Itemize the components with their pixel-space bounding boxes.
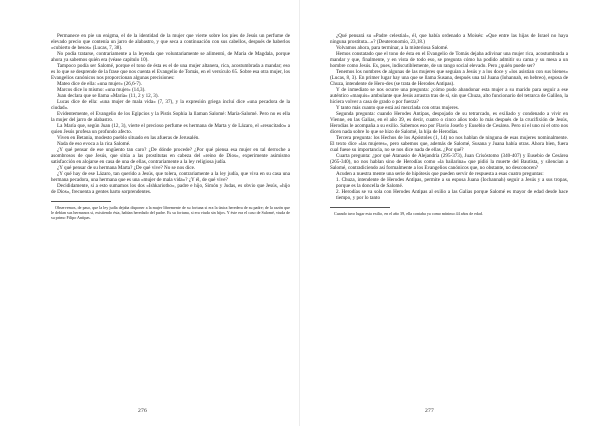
paragraph: Nada de eso evoca a la rica Salomé.	[57, 141, 131, 148]
paragraph: Tercera pregunta: los Hechos de los Apóstoles (1, 14) no nos hablan de ninguna de esas mujeres nominalmente. El texto dice «las mujeres», pero sabemos que, además de Salomé, Susana y Juana había otras. Ahora bien, fuera cual fuese su importancia, no se nos dice nada de ellas. ¿Por qué?	[330, 135, 568, 154]
paragraph: Evidentemente, el Evangelio de los Egipcios y la Pistis Sophia la llaman Salomé: María-Salomé. Pero no es ella la mujer del jarro de alabastro.	[51, 111, 290, 124]
paragraph: Permanece en pie un enigma, el de la identidad de la mujer que vierte sobre los pies de Jesús un perfume de elevado precio que contenía un jarro de alabastro, y que seca a continuación con sus cabellos, después de haberlos «cubierto de besos» (Lucas, 7, 38).	[51, 33, 290, 52]
paragraph: No podía tratarse, contrariamente a la leyenda que voluntariamente se alimentó, de María de Magdala, porque ahora ya sabemos quién era (véase capítulo 10).	[51, 51, 290, 64]
paragraph: Y tanto más cuanto que está así mezclada con otras mujeres.	[336, 105, 460, 112]
paragraph: Mateo dice de ella: «una mujer» (26,6-7).	[57, 81, 142, 88]
footnote: Cuando tuvo lugar esta exilio, en el año 39, ella contaba ya como mínimo 44 años de edad.	[334, 210, 483, 216]
list-item: 1. Chuza, intendente de Herodes Antipas, permite a su esposa Juana (Iochannah) seguir a Jesús y a sus tropas, porque es la doncella de Salomé.	[336, 177, 568, 190]
footnote: Observemos, de paso, que la ley judía dejaba disponer a la mujer libremente de su fortuna si era la única heredera de su padre; de la razón que le debían sus hermanos si, existiendo ésta, habían heredado del padre. Es su fortuna, si era viuda sin hijos. Y éste era el caso de Salomé, viuda de su primo Filipo Antipas.	[51, 204, 290, 221]
paragraph: ¿Qué pensará su «Padre celestial», él, que había ordenado a Moisés: «Que entre las hijas de Israel no haya ninguna prostituta...»? (Deuteronomio, 23,18.)	[330, 33, 568, 46]
paragraph: ¿Y qué hay de ese Lázaro, tan querido a Jesús, que tolera, contrariamente a la ley judía, que viva en su casa una hermana pecadora, una hermana que es una «mujer de mala vida»? ¿Y él, de qué vive?	[51, 171, 290, 184]
right-body-text	[330, 33, 568, 201]
paragraph: Lucas dice de ella: «una mujer de mala vida» (7, 37), y la expresión griega incluí dice «una pecadora de la ciudad».	[51, 99, 290, 112]
paragraph: Y de inmediato se nos ocurre una pregunta: ¿cómo pudo abandonar esta mujer a su marido para seguir a ese auténtico «maquis» ambulante que Jesús arrastra tras de sí, sin que Chuza, alto funcionario del tetrarca de Galilea, la hiciera volver a casa de grado o por fuerza?	[330, 87, 568, 106]
paragraph: Juan declara que se llama «María» (11, 2 y 12, 3).	[57, 93, 159, 100]
paragraph: Tampoco podía ser Salomé, porque el tono de ésta es el de una mujer altanera, rica, acostumbrada a mandar; eso es lo que se desprende de la frase que nos cuenta el Evangelio de Tomás, en el versículo 65. Sobre esa otra mujer, los Evangelios canónicos nos proporcionan algunas precisiones:	[51, 63, 290, 82]
paragraph: Tenemos los nombres de algunas de las mujeres que seguían a Jesús y a los doce y «los asistían con sus bienes» (Lucas, 8, 3). En primer lugar hay una que se llama Susana, después una tal Juana (Iohannah, en hebreo), esposa de Chuza, intendente de Hero-des (se trata de Herodes Antipas).	[330, 69, 568, 88]
footnote-rule	[51, 201, 111, 202]
paragraph: ¿Y qué pensar de ese ungüento tan caro? ¿De dónde procede? ¿Por qué piensa esa mujer en tal derroche a asombrosos de que Jesús, que sitúa a las prostitutas en cabeza del «reino de Dios», experimente asimismo satisfacción en alojarse en casa de una de ellas, contrariamente a la ley religiosa judía.	[51, 147, 290, 166]
page-number: 277	[425, 408, 434, 414]
paragraph: Hemos constatado que el tono de ésta en el Evangelio de Tomás dejaba adivinar una mujer rica, acostumbrada a mandar y que, finalmente, y en vista de todo eso, se pregunta cómo ha podido admitir su cama y su mesa a un hombre como Jesús. Es, pues, indiscutiblemente, de un rango social elevado. Pero ¿quién puede ser?	[330, 51, 568, 70]
paragraph: Viven en Betania, modesto pueblo situado en las afueras de Jerusalén.	[57, 135, 200, 142]
paragraph: Volvamos ahora, para terminar, a la misteriosa Salomé.	[336, 45, 449, 52]
paragraph: La María que, según Juan (12, 3), vierte el precioso perfume es hermana de Marta y de Lázaro, el «resucitado» a quien Jesús profesa un profundo afecto.	[51, 123, 290, 136]
footnote-rule	[330, 207, 390, 208]
paragraph: Cuarta pregunta: ¿por qué Atanasio de Alejandría (295-373), Juan Crisóstomo (340-407) y Eusebio de Cesárea (265-340), no nos hablan sino de Herodías como «la bailarina» que pidió la muerte del Bautista, y silencian a Salomé, contradiciendo así formalmente a los Evangelios canónicos que, no obstante, no desconocen?	[330, 153, 568, 172]
paragraph: Segunda pregunta: cuando Herodes Antipas, despojado de su tetrarcado, es exiliado y condenado a vivir en Vienne, en las Galias, en el año 39, es decir, cuatro o cinco años todo lo más después de la crucifixión de Jesús, Herodías le acompaña a su exilio. Sabemos eso por Flavio Josefo y Eusebio de Cesárea. Pero ni el uno ni el otro nos dicen nada sobre lo que se hizo de Salomé, la hija de Herodías.	[330, 111, 568, 136]
paragraph: Acuden a nuestra mente una serie de hipótesis que pueden servir de respuesta a esas cuatro preguntas:	[336, 171, 544, 178]
list-item: 2. Herodías se va sola con Herodes Antipas al exilio a las Galias porque Salomé es mayor de edad desde hace tiempo, y por lo tanto	[336, 189, 568, 202]
paragraph: Decididamente, si a esto sumamos los dos «Ishkariotho», padre e hijo, Simón y Judas, es obvio que Jesús, «hijo de Dios», frecuenta a gentes harto sorprendentes.	[51, 183, 290, 196]
paragraph: Marcos dice lo mismo: «una mujer» (14,3).	[57, 87, 146, 94]
page-number: 276	[138, 408, 147, 414]
paragraph: ¿Y qué pensar de su hermana Marta? ¿De qué vive? No se nos dice.	[57, 165, 196, 172]
left-body-text	[51, 33, 290, 195]
right-page	[300, 0, 600, 426]
